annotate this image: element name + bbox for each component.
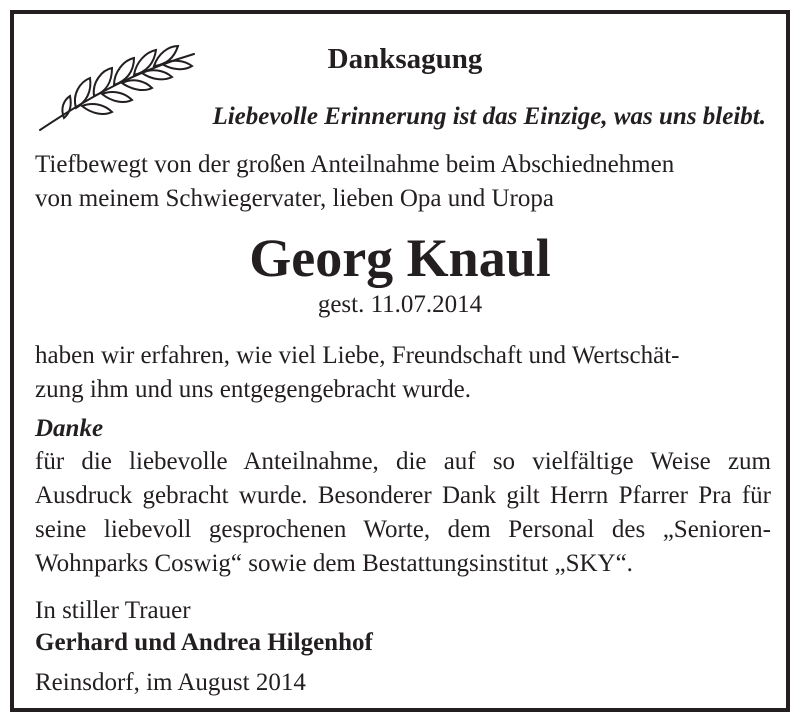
intro-line-2: von meinem Schwiegervater, lieben Opa und Uropa [35,185,554,212]
thanks-text: für die liebevolle Anteilnahme, die auf so vielfältige Weise zum Ausdruck gebracht wurde. Besonderer Dank gilt Herrn Pfarrer Pra für seine liebevoll gesprochenen Worte, dem Personal des „Senioren-Wohnparks Coswig“ sowie dem Bestattungsinstitut „SKY“. [35,448,771,577]
received-line-1: haben wir erfahren, wie viel Liebe, Freundschaft und Wertschät- [35,342,680,369]
notice-heading: Danksagung [327,43,483,75]
thanks-label: Danke [35,415,104,442]
death-date: gest. 11.07.2014 [317,291,483,318]
closing-line: In stiller Trauer [35,597,191,624]
place-date: Reinsdorf, im August 2014 [35,669,306,696]
intro-line-1: Tiefbewegt von der großen Anteilnahme beim Abschiednehmen [35,151,675,178]
deceased-name: Georg Knaul [249,228,551,288]
obituary-notice [10,10,790,712]
received-line-2: zung ihm und uns entgegengebracht wurde. [35,376,471,403]
signatories: Gerhard und Andrea Hilgenhof [35,629,373,656]
notice-motto: Liebevolle Erinnerung ist das Einzige, was uns bleibt. [212,103,766,130]
